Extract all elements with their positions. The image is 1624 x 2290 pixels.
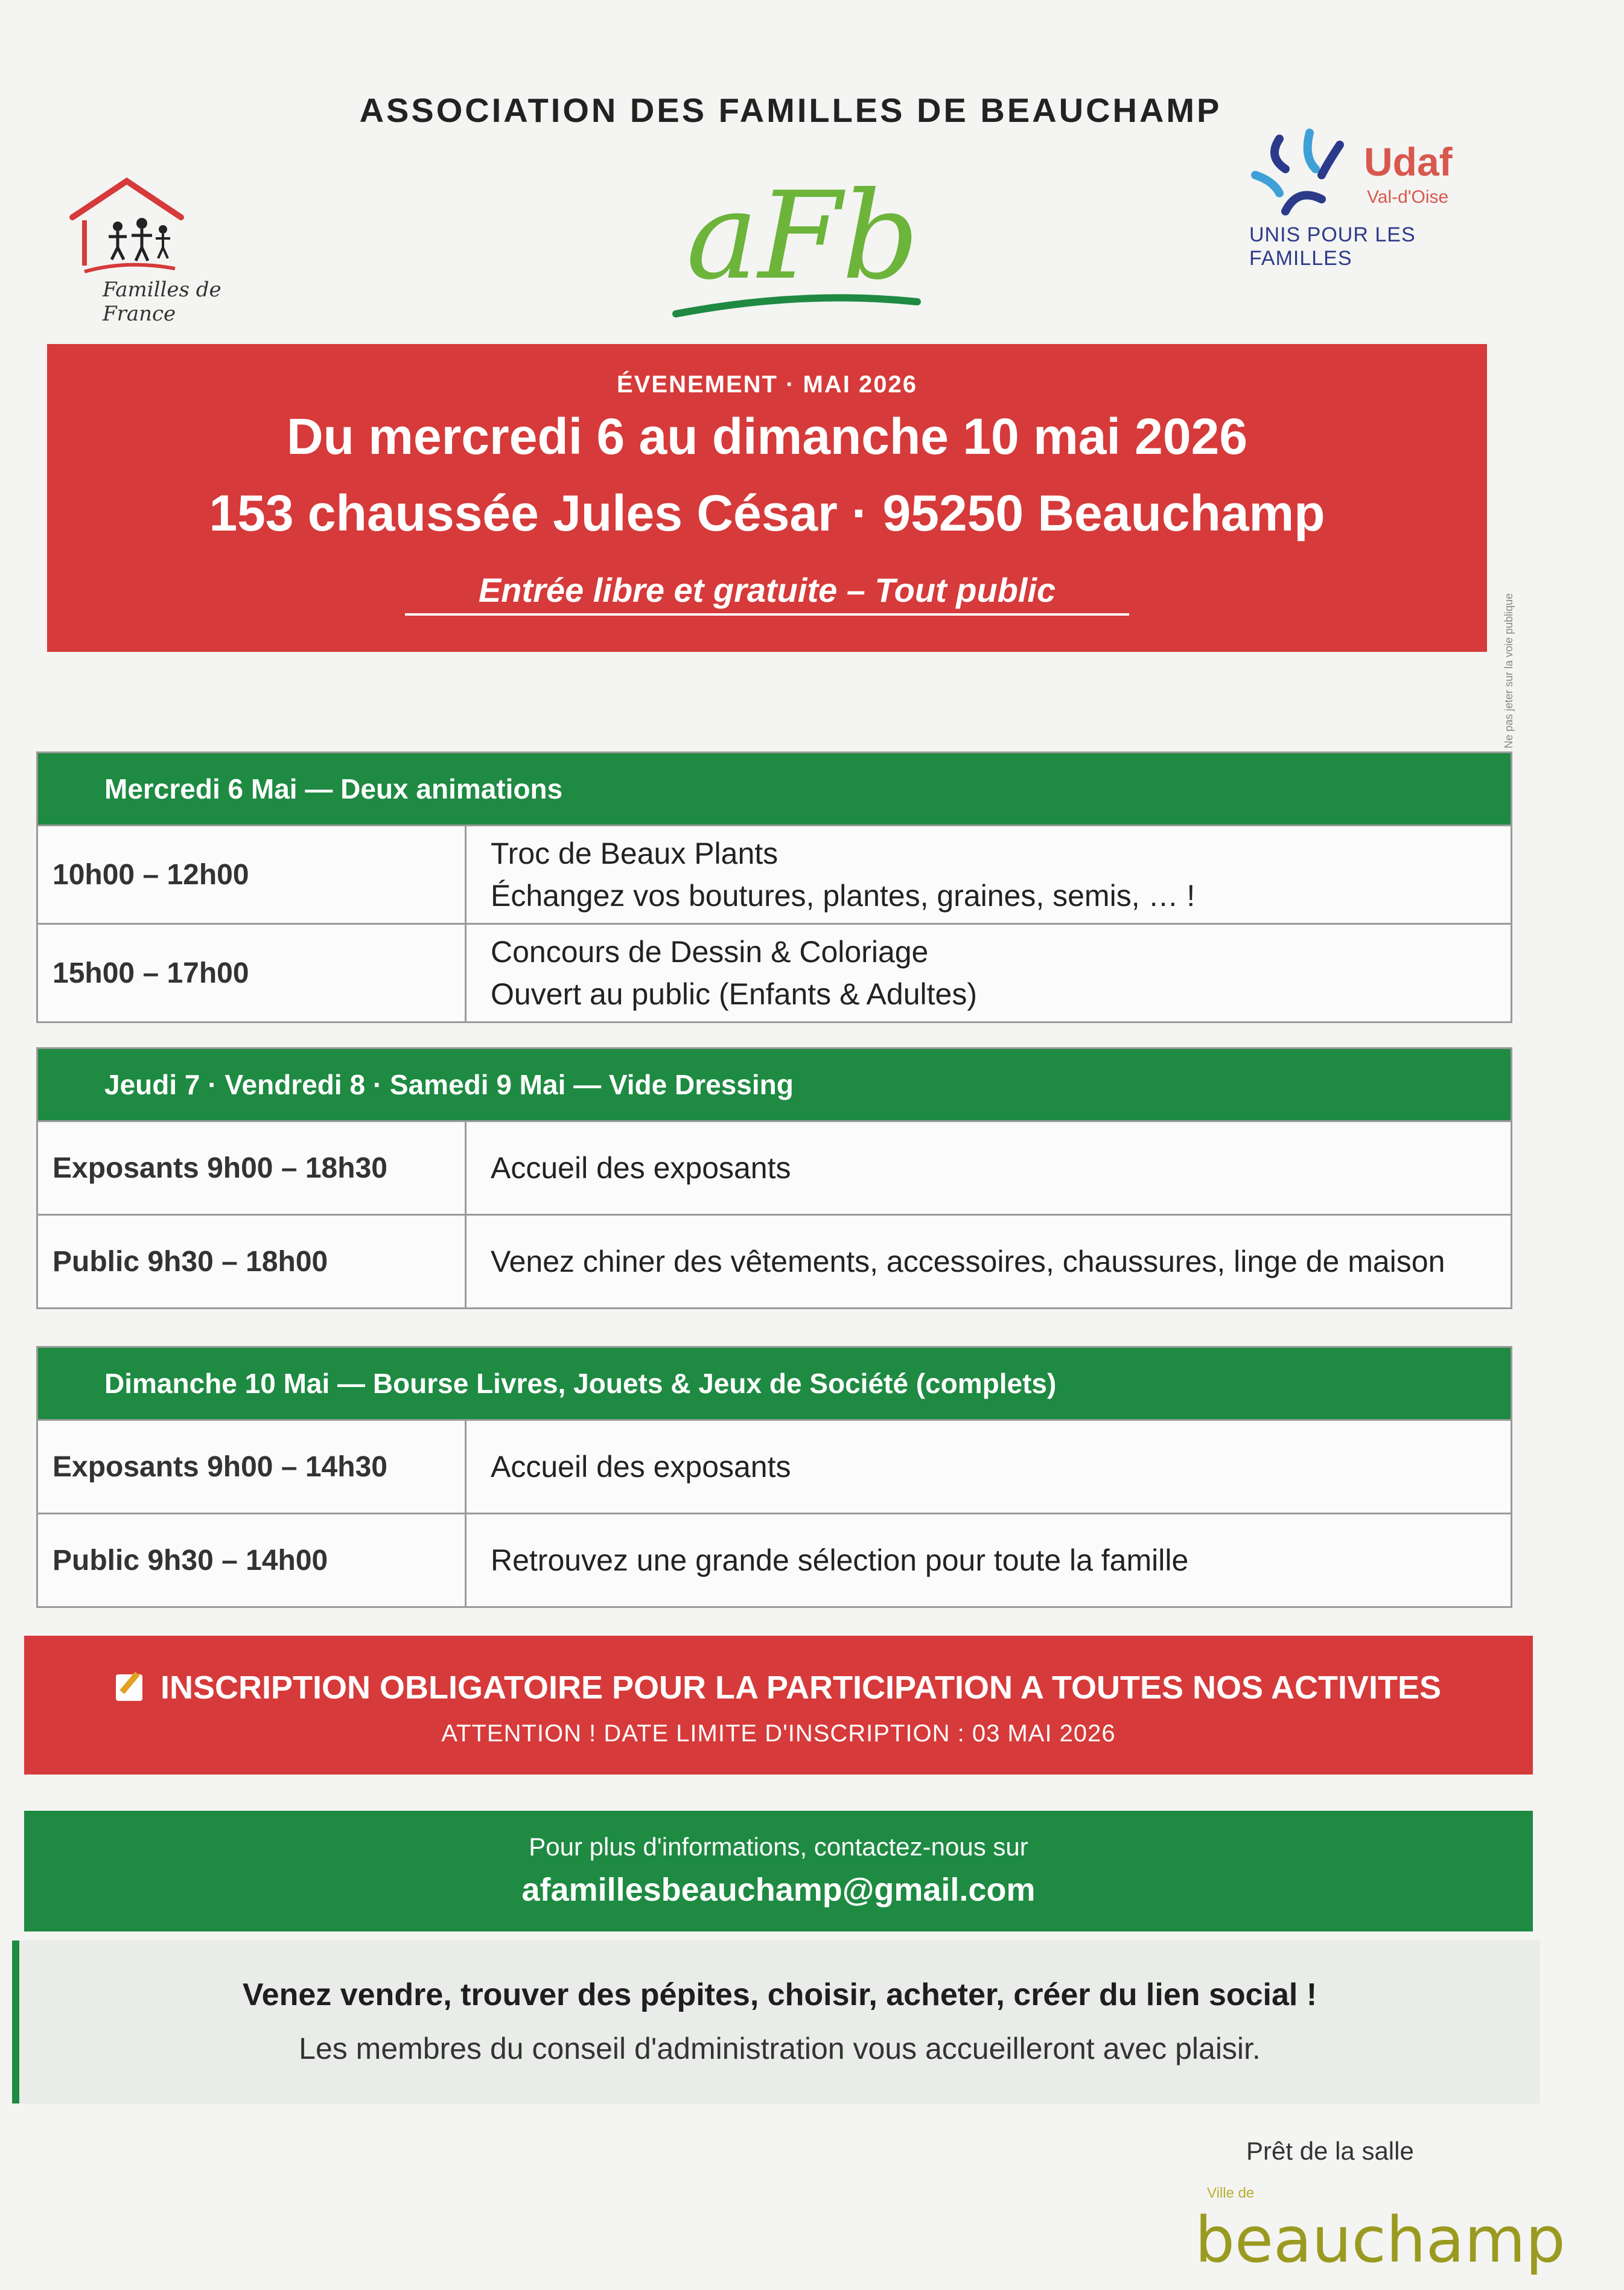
table-row: [38, 1513, 1511, 1606]
contact-banner: [24, 1811, 1533, 1931]
time-cell: 10h00 – 12h00: [38, 826, 467, 923]
activity-detail: Échangez vos boutures, plantes, graines, semis, … !: [491, 879, 1196, 913]
association-title: ASSOCIATION DES FAMILLES DE BEAUCHAMP: [359, 91, 1222, 129]
udaf-logo: [1243, 121, 1521, 270]
venue-credit: Prêt de la salle: [1246, 2137, 1414, 2165]
table-row: [38, 923, 1511, 1021]
event-eyebrow: ÉVENEMENT · MAI 2026: [617, 371, 917, 398]
udaf-name: Udaf: [1364, 139, 1453, 184]
activity-detail: Ouvert au public (Enfants & Adultes): [491, 977, 977, 1011]
time-cell: 15h00 – 17h00: [38, 925, 467, 1021]
description-cell: [467, 826, 1511, 923]
schedule-title: Dimanche 10 Mai — Bourse Livres, Jouets & Jeux de Société (complets): [38, 1348, 1511, 1419]
description-cell: [467, 1216, 1511, 1307]
event-address: 153 chaussée Jules César · 95250 Beauchamp: [209, 485, 1325, 541]
schedule-title: Jeudi 7 · Vendredi 8 · Samedi 9 Mai — Vide Dressing: [38, 1049, 1511, 1120]
table-row: [38, 1419, 1511, 1513]
table-row: [38, 824, 1511, 923]
activity-detail: Accueil des exposants: [491, 1450, 791, 1484]
udaf-tagline: UNIS POUR LES FAMILLES: [1249, 223, 1416, 270]
contact-email: afamillesbeauchamp@gmail.com: [521, 1872, 1036, 1908]
familles-de-france-text: Familles de France: [103, 278, 221, 326]
time-cell: Public 9h30 – 14h00: [38, 1514, 467, 1606]
beauchamp-wordmark: beauchamp: [1195, 2203, 1565, 2277]
inscription-banner: [24, 1636, 1533, 1775]
activity-name: Troc de Beaux Plants: [491, 837, 779, 870]
description-cell: [467, 925, 1511, 1021]
schedule-title: Mercredi 6 Mai — Deux animations: [38, 753, 1511, 824]
description-cell: [467, 1421, 1511, 1513]
schedule-vide-dressing: [36, 1047, 1512, 1309]
afb-logo: [664, 169, 941, 332]
inscription-main: [24, 1669, 1533, 1706]
activity-name: Concours de Dessin & Coloriage: [491, 935, 929, 969]
schedule-wednesday: [36, 751, 1512, 1023]
ville-de-label: Ville de: [1207, 2185, 1255, 2201]
activity-detail: Accueil des exposants: [491, 1151, 791, 1185]
beauchamp-logo: [1195, 2185, 1565, 2277]
udaf-emblem-icon: [1243, 127, 1358, 229]
inscription-text: INSCRIPTION OBLIGATOIRE POUR LA PARTICIPATION A TOUTES NOS ACTIVITES: [160, 1670, 1442, 1706]
pencil-icon: [116, 1674, 142, 1701]
afb-logo-text: aFb: [686, 169, 920, 307]
schedule-sunday: [36, 1346, 1512, 1608]
event-dates: Du mercredi 6 au dimanche 10 mai 2026: [286, 408, 1248, 465]
event-entry: Entrée libre et gratuite – Tout public: [405, 570, 1129, 616]
udaf-region: Val-d'Oise: [1367, 187, 1449, 207]
table-row: [38, 1120, 1511, 1214]
afb-logo-graphic: [664, 169, 941, 332]
contact-intro: Pour plus d'informations, contactez-nous sur: [529, 1832, 1028, 1861]
side-print-notice: Ne pas jeter sur la voie publique: [1503, 593, 1515, 748]
time-cell: Exposants 9h00 – 14h30: [38, 1421, 467, 1513]
description-cell: [467, 1514, 1511, 1606]
description-cell: [467, 1122, 1511, 1214]
closing-message: [12, 1941, 1540, 2103]
activity-detail: Retrouvez une grande sélection pour toute la famille: [491, 1543, 1189, 1577]
house-family-icon: [60, 169, 278, 290]
closing-line-2: Les membres du conseil d'administration vous accueilleront avec plaisir.: [299, 2032, 1261, 2065]
activity-detail: Venez chiner des vêtements, accessoires, chaussures, linge de maison: [491, 1245, 1445, 1278]
time-cell: Public 9h30 – 18h00: [38, 1216, 467, 1307]
inscription-deadline: ATTENTION ! DATE LIMITE D'INSCRIPTION : 03 MAI 2026: [441, 1720, 1116, 1747]
time-cell: Exposants 9h00 – 18h30: [38, 1122, 467, 1214]
event-banner: [47, 344, 1487, 652]
table-row: [38, 1214, 1511, 1307]
closing-line-1: Venez vendre, trouver des pépites, choisir, acheter, créer du lien social !: [242, 1977, 1317, 2012]
familles-de-france-logo: [60, 169, 278, 326]
